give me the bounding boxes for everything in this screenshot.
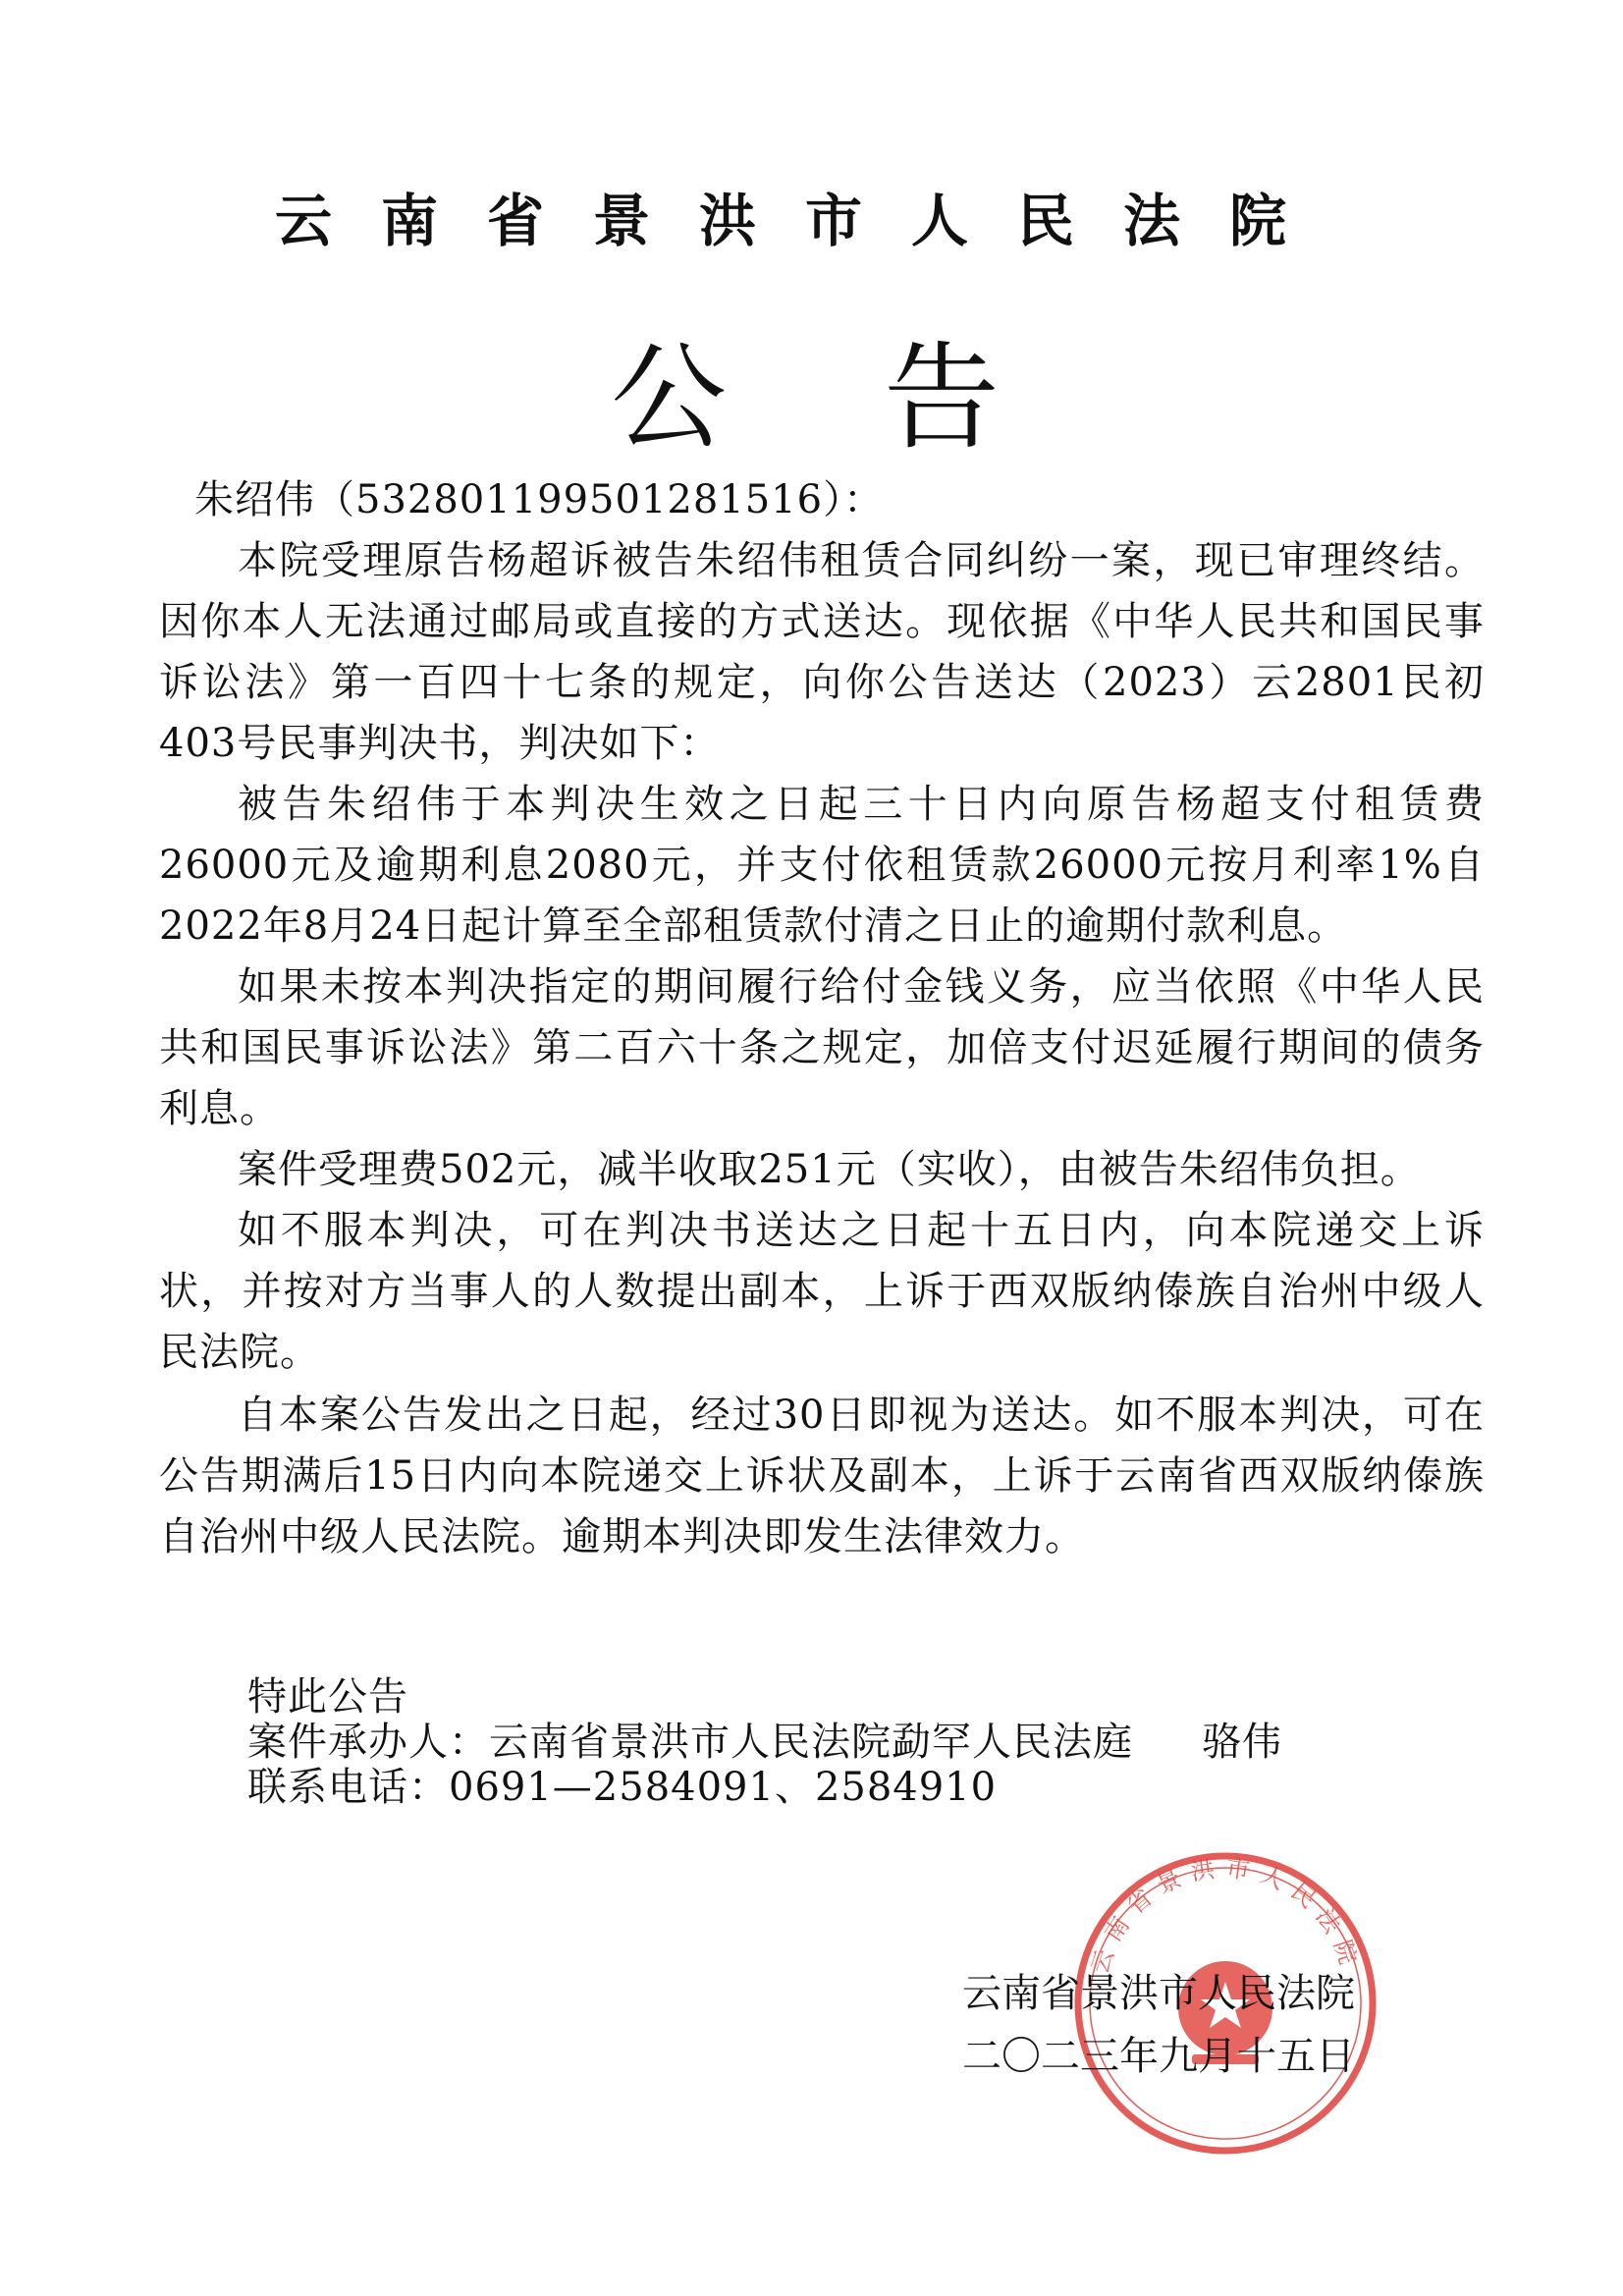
notice-footer	[247, 1674, 1475, 1810]
paragraph-case-summary: 本院受理原告杨超诉被告朱绍伟租赁合同纠纷一案，现已审理终结。因你本人无法通过邮局或直接的方式送达。现依据《中华人民共和国民事诉讼法》第一百四十七条的规定，向你公告送达（2023）云2801民初403号民事判决书，判决如下：	[159, 538, 1485, 766]
handler-label: 案件承办人：	[247, 1720, 489, 1765]
handler-org: 云南省景洪市人民法院勐罕人民法庭	[489, 1720, 1133, 1765]
svg-text:云南省景洪市人民法院	[1086, 1854, 1365, 1977]
handler-line	[247, 1720, 1475, 1765]
closing-line: 特此公告	[247, 1674, 408, 1720]
contact-line	[247, 1765, 1475, 1810]
salutation: 朱绍伟（532801199501281516）：	[194, 477, 885, 522]
paragraph-late-interest: 如果未按本判决指定的期间履行给付金钱义务，应当依照《中华人民共和国民事诉讼法》第二百六十条之规定，加倍支付迟延履行期间的债务利息。	[159, 964, 1485, 1131]
paragraph-appeal-right: 如不服本判决，可在判决书送达之日起十五日内，向本院递交上诉状，并按对方当事人的人数提出副本，上诉于西双版纳傣族自治州中级人民法院。	[159, 1208, 1485, 1375]
seal-text: 云南省景洪市人民法院	[1085, 1854, 1366, 1978]
document-type-heading: 公告	[610, 330, 1157, 465]
signature-court: 云南省景洪市人民法院	[962, 1971, 1355, 2016]
handler-name: 骆伟	[1202, 1720, 1282, 1765]
signature-date: 二〇二三年九月十五日	[962, 2034, 1355, 2079]
paragraph-judgment: 被告朱绍伟于本判决生效之日起三十日内向原告杨超支付租赁费26000元及逾期利息2080元，并支付依租赁款26000元按月利率1%自2022年8月24日起计算至全部租赁款付清之日止的逾期付款利息。	[159, 782, 1485, 949]
notice-body	[159, 469, 1485, 1567]
paragraph-service-effect: 自本案公告发出之日起，经过30日即视为送达。如不服本判决，可在公告期满后15日内向本院递交上诉状及副本，上诉于云南省西双版纳傣族自治州中级人民法院。逾期本判决即发生法律效力。	[159, 1393, 1485, 1559]
contact-phone: 0691—2584091、2584910	[449, 1765, 998, 1810]
court-name-heading: 云南省景洪市人民法院	[274, 188, 1335, 254]
paragraph-court-fee: 案件受理费502元，减半收取251元（实收），由被告朱绍伟负担。	[238, 1147, 1421, 1192]
contact-label: 联系电话：	[247, 1765, 449, 1810]
